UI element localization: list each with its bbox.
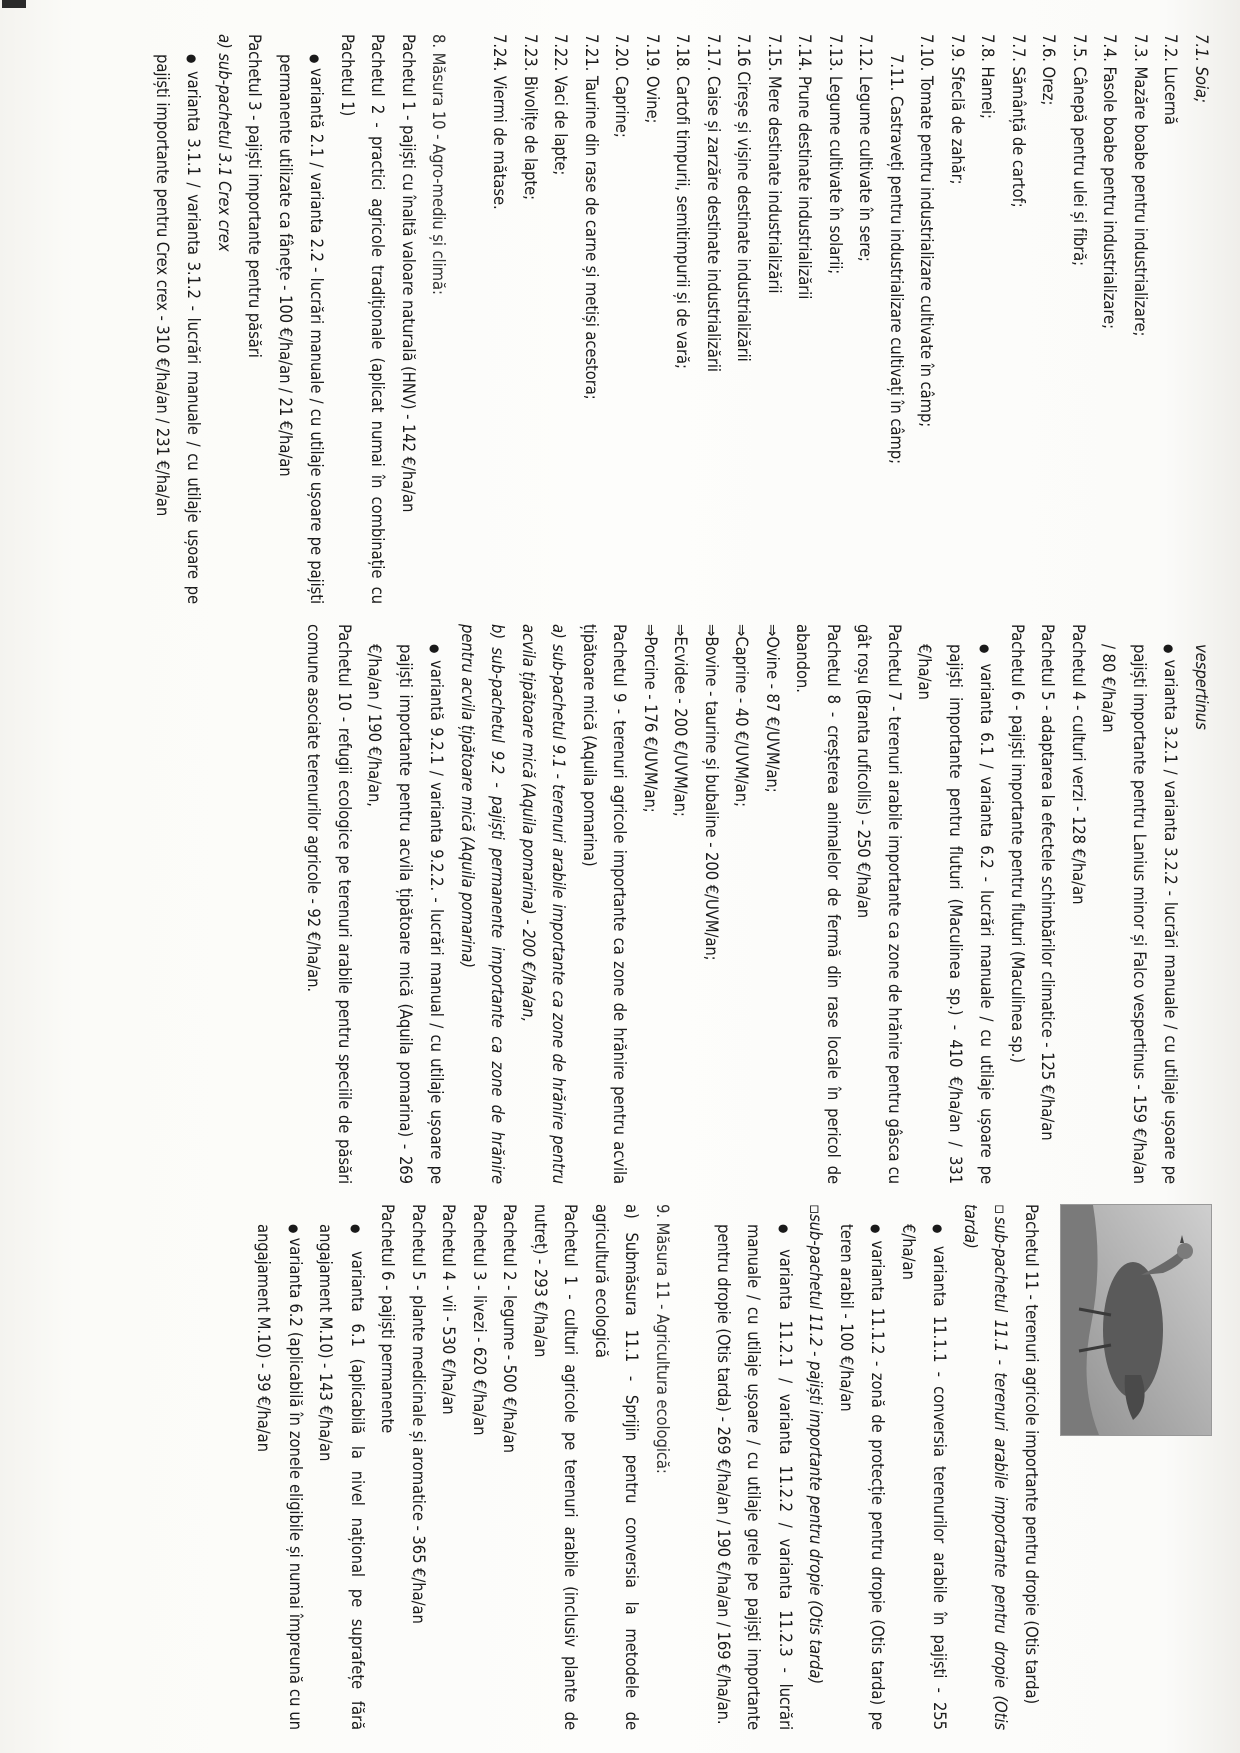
column3-line: Pachetul 6 - pajiști permanente	[378, 1204, 398, 1434]
column1-line: 7.10. Tomate pentru industrializare cultivate în câmp;	[917, 34, 937, 428]
column1-line: ● variantă 2.1 / varianta 2.2 - lucrări manuale / cu utilaje ușoare pe pajiști permanente utilizate ca fânețe - 100 €/ha/an / 21 €/ha/an	[270, 34, 332, 604]
column3-line: ● varianta 11.1.1 - conversia terenurilor arabile în pajiști - 255 €/ha/an	[893, 1204, 955, 1730]
column3-line: a) Submăsura 11.1 - Sprijin pentru conversia la metodele de agricultură ecologică	[592, 1204, 642, 1730]
column3-line: Pachetul 4 - vii - 530 €/ha/an	[439, 1204, 459, 1415]
column3-line: ● varianta 6.2 (aplicabilă în zonele eligibile și numai împreună cu un angajament M.10) - 39 €/ha/an	[248, 1204, 310, 1730]
column2-line: Pachetul 7 - terenuri arabile importante ca zone de hrănire pentru gâsca cu gât roșu (Branta ruficollis) - 250 €/ha/an	[854, 624, 904, 1184]
column2-line: ● varianta 6.1 / varianta 6.2 - lucrări manuale / cu utilaje ușoare pe pajiști importante pentru fluturi (Maculinea sp.) - 410 €/ha/an / 331 €/ha/an	[909, 624, 1002, 1184]
column1-line: 7.18. Cartofi timpurii, semitimpurii și de vară;	[673, 34, 693, 369]
column-middle	[298, 624, 1216, 1184]
column1-line: 7.23. Bivolițe de lapte;	[521, 34, 540, 201]
column3-line: ● varianta 11.2.1 / varianta 11.2.2 / varianta 11.2.3 - lucrări manuale / cu utilaje ușoare / cu utilaje grele pe pajiști importante pentru dropie (Otis tarda) - 269 €/ha/an / 190 €/ha/an / 169 €/ha/an.	[708, 1204, 801, 1730]
column1-line: 7.20. Caprine;	[612, 34, 632, 138]
column1-line: 7.12. Legume cultivate în sere;	[856, 34, 876, 262]
column3-line	[677, 1204, 708, 1730]
column3-line: ▫ sub-pachetul 11.1 - terenuri arabile importante pentru dropie (Otis tarda)	[955, 1204, 1016, 1730]
column1-line: 7.19. Ovine;	[643, 34, 662, 124]
column1-line: 7.17. Caise și zarzăre destinate industrializării	[704, 34, 723, 372]
column1-line: 7.7. Sămânță de cartof;	[1009, 34, 1028, 208]
column2-line: ⇒ Porcine - 176 €/UVM/an;	[635, 624, 666, 1184]
column2-line: Pachetul 8 - creșterea animalelor de fermă din rase locale în pericol de abandon.	[793, 624, 843, 1184]
column1-line: 7.13. Legume cultivate în solarii;	[826, 34, 845, 275]
column2-line: Pachetul 5 - adaptarea la efectele schimbărilor climatice - 125 €/ha/an	[1038, 624, 1058, 1141]
column2-line: Pachetul 10 - refugii ecologice pe terenuri arabile pentru speciile de păsări comune asociate terenurilor agricole - 92 €/ha/an.	[304, 624, 354, 1184]
column1-line: 7.24. Viermi de mătase.	[490, 34, 510, 210]
column1-line: 7.3. Mazăre boabe pentru industrializare;	[1131, 34, 1150, 337]
column1-line: 7.4. Fasole boabe pentru industrializare;	[1100, 34, 1120, 329]
column2-line: Pachetul 9 - terenuri agricole importante ca zone de hrănire pentru acvila țipătoare mică (Aquila pomarina)	[580, 624, 630, 1184]
column2-line: Pachetul 4 - culturi verzi - 128 €/ha/an	[1069, 624, 1088, 905]
column2-line: a) sub-pachetul 9.1 - terenuri arabile importante ca zone de hrănire pentru acvila țipătoare mică (Aquila pomarina) - 200 €/ha/an,	[519, 624, 569, 1184]
column2-line: Pachetul 6 - pajiști importante pentru fluturi (Maculinea sp.)	[1008, 624, 1027, 1063]
column2-line: ⇒ Caprine - 40 €/UVM/an;	[726, 624, 757, 1184]
column1-line: Pachetul 2 - practici agricole tradiționale (aplicat numai în combinație cu Pachetul 1)	[338, 34, 388, 604]
column2-line: ● varianta 3.2.1 / varianta 3.2.2 - lucrări manuale / cu utilaje ușoare pe pajiști importante pentru Lanius minor și Falco vespertinus - 159 €/ha/an / 80 €/ha/an	[1093, 624, 1186, 1184]
column2-line: b) sub-pachetul 9.2 - pajiști permanente importante ca zone de hrănire pentru acvila țipătoare mică (Aquila pomarina)	[458, 624, 508, 1184]
column1-line: 7.16 Cireșe și vișine destinate industrializării	[734, 34, 754, 362]
column1-line	[454, 34, 485, 604]
column1-line: 7.8. Hamei;	[978, 34, 998, 119]
column3-line: Pachetul 11 - terenuri agricole importante pentru dropie (Otis tarda)	[1022, 1204, 1041, 1705]
column1-line: 8. Măsura 10 - Agro-mediu și climă:	[429, 34, 449, 295]
column1-line: 7.2. Lucernă	[1161, 34, 1181, 125]
column1-line: 7.22. Vaci de lapte;	[551, 34, 571, 176]
column3-line: Pachetul 3 - livezi - 620 €/ha/an	[470, 1204, 489, 1436]
column1-line: 7.11. Castraveți pentru industrializare cultivați în câmp;	[887, 54, 906, 464]
column1-line: ● varianta 3.1.1 / varianta 3.1.2 - lucrări manuale / cu utilaje ușoare pe pajiști importante pentru Crex crex - 310 €/ha/an / 231 €/ha/an	[147, 34, 209, 604]
column1-line: 7.14. Prune destinate industrializării	[795, 34, 815, 300]
column1-line: a) sub-pachetul 3.1 Crex crex	[215, 34, 234, 252]
column1-line: Pachetul 1 - pajiști cu înaltă valoare naturală (HNV) - 142 €/ha/an	[399, 34, 418, 513]
column1-line: 7.15. Mere destinate industrializării	[765, 34, 784, 294]
column2-line: ⇒ Bovine - taurine și bubaline - 200 €/UVM/an;	[696, 624, 727, 1184]
bird-photo	[1060, 1204, 1212, 1436]
column3-line: Pachetul 2 - legume - 500 €/ha/an	[500, 1204, 520, 1453]
column2-line: vespertinus	[1192, 644, 1211, 730]
column-left	[147, 34, 1217, 604]
column1-line: Pachetul 3 - pajiști importante pentru păsări	[245, 34, 265, 358]
column1-line: 7.1. Soia;	[1192, 34, 1211, 103]
column1-line: 7.9. Sfeclă de zahăr;	[948, 34, 967, 185]
column3-line: ● varianta 11.1.2 - zonă de protecție pentru dropie (Otis tarda) pe teren arabil - 100 €/ha/an	[831, 1204, 893, 1730]
column1-line: 7.21. Taurine din rase de carne și metiși acestora;	[582, 34, 601, 400]
column3-line: ● varianta 6.1 (aplicabilă la nivel național pe suprafețe fără angajament M.10) - 143 €/ha/an	[310, 1204, 372, 1730]
column3-line: Pachetul 5 - plante medicinale și aromatice - 365 €/ha/an	[409, 1204, 428, 1624]
column1-line: 7.6. Orez;	[1039, 34, 1059, 106]
column-right	[248, 1204, 1216, 1730]
column3-line: 9. Măsura 11 - Agricultura ecologică:	[653, 1204, 672, 1474]
column3-line: ▫ sub-pachetul 11.2 - pajiști importante pentru dropie (Otis tarda)	[800, 1204, 831, 1730]
column1-line: 7.5. Cânepă pentru ulei și fibră;	[1070, 34, 1089, 267]
column2-line: ⇒ Ovine - 87 €/UVM/an;	[757, 624, 788, 1184]
column3-line: Pachetul 1 - culturi agricole pe terenuri arabile (inclusiv plante de nutreț) - 293 €/ha/an	[531, 1204, 581, 1730]
column2-line: ⇒ Ecvidee - 200 €/UVM/an;	[665, 624, 696, 1184]
column2-line: ● variantă 9.2.1 / varianta 9.2.2. - lucrări manual / cu utilaje ușoare pe pajiști importante pentru acvila țipătoare mică (Aquila pomarina) - 269 €/ha/an / 190 €/ha/an,	[359, 624, 452, 1184]
